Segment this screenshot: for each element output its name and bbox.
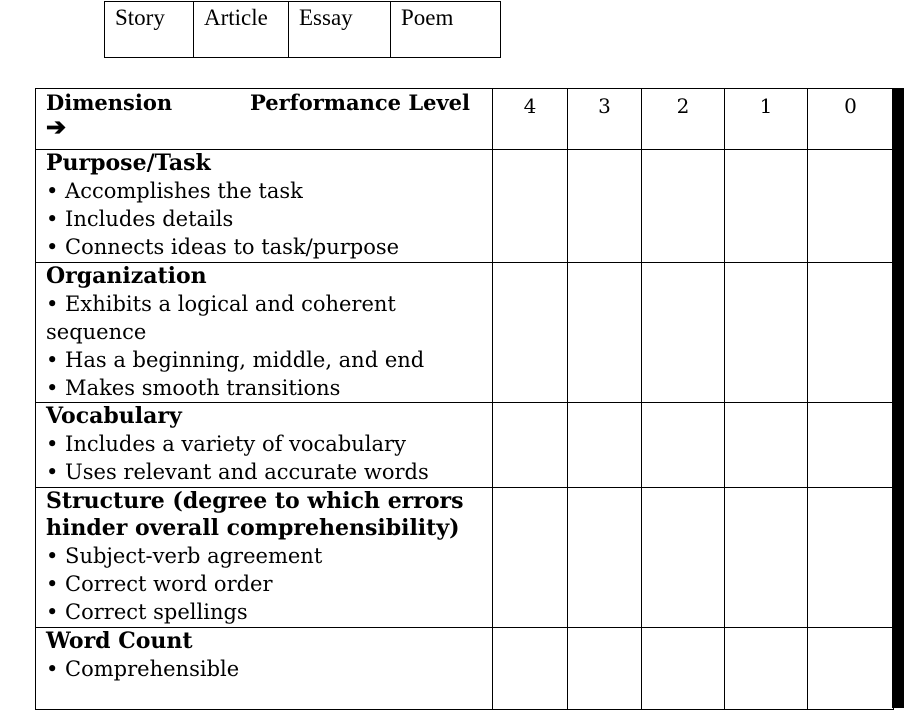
dimension-title: Organization <box>46 263 207 289</box>
genre-story[interactable]: Story <box>105 2 194 58</box>
dimension-title: Vocabulary <box>46 403 182 429</box>
rubric-row-organization <box>36 263 894 403</box>
level-4: 4 <box>493 89 568 150</box>
score-cell-4[interactable] <box>493 628 568 710</box>
score-cell-0[interactable] <box>808 263 894 403</box>
score-cell-2[interactable] <box>642 263 725 403</box>
score-cell-1[interactable] <box>725 403 808 488</box>
criterion: • Includes a variety of vocabulary <box>46 432 406 456</box>
level-2: 2 <box>642 89 725 150</box>
score-cell-3[interactable] <box>568 263 642 403</box>
level-0: 0 <box>808 89 894 150</box>
criterion: • Comprehensible <box>46 657 240 681</box>
dimension-cell <box>36 488 493 628</box>
score-cell-2[interactable] <box>642 403 725 488</box>
rubric-header-row <box>36 89 894 150</box>
dimension-cell <box>36 628 493 710</box>
genre-article[interactable]: Article <box>194 2 289 58</box>
criterion: • Makes smooth transitions <box>46 376 341 400</box>
score-cell-1[interactable] <box>725 150 808 263</box>
arrow-right-icon: ➔ <box>46 112 67 141</box>
criterion: • Has a beginning, middle, and end <box>46 348 425 372</box>
level-3: 3 <box>568 89 642 150</box>
score-cell-0[interactable] <box>808 628 894 710</box>
score-cell-2[interactable] <box>642 150 725 263</box>
dimension-cell <box>36 150 493 263</box>
genre-row <box>105 2 501 58</box>
criterion: • Uses relevant and accurate words <box>46 460 429 484</box>
genre-poem[interactable]: Poem <box>391 2 501 58</box>
score-cell-3[interactable] <box>568 628 642 710</box>
score-cell-4[interactable] <box>493 488 568 628</box>
score-cell-4[interactable] <box>493 263 568 403</box>
score-cell-1[interactable] <box>725 628 808 710</box>
genre-essay[interactable]: Essay <box>289 2 391 58</box>
dimension-title: Structure (degree to which errors hinder overall comprehensibility) <box>46 488 464 541</box>
score-cell-2[interactable] <box>642 488 725 628</box>
dimension-cell <box>36 403 493 488</box>
score-cell-2[interactable] <box>642 628 725 710</box>
dimension-title: Word Count <box>46 628 193 654</box>
score-cell-1[interactable] <box>725 263 808 403</box>
criterion: • Exhibits a logical and coherent sequence <box>46 292 396 344</box>
criterion: • Accomplishes the task <box>46 179 303 203</box>
score-cell-4[interactable] <box>493 150 568 263</box>
level-1: 1 <box>725 89 808 150</box>
rubric-row-structure <box>36 488 894 628</box>
score-cell-3[interactable] <box>568 403 642 488</box>
criterion: • Connects ideas to task/purpose <box>46 235 400 259</box>
genre-table <box>104 1 501 58</box>
criterion: • Correct word order <box>46 572 273 596</box>
criterion: • Correct spellings <box>46 600 248 624</box>
dimension-cell <box>36 263 493 403</box>
score-cell-0[interactable] <box>808 488 894 628</box>
rubric-row-purpose <box>36 150 894 263</box>
header-dimension-cell <box>36 89 493 150</box>
header-dimension: Dimension <box>46 90 173 115</box>
rubric-row-word-count <box>36 628 894 710</box>
rubric-table <box>35 88 894 710</box>
criterion: • Subject-verb agreement <box>46 544 323 568</box>
score-cell-3[interactable] <box>568 488 642 628</box>
header-performance-level: Performance Level <box>250 90 470 115</box>
score-cell-4[interactable] <box>493 403 568 488</box>
right-edge-bar <box>892 88 904 708</box>
dimension-title: Purpose/Task <box>46 150 211 176</box>
score-cell-0[interactable] <box>808 403 894 488</box>
rubric-row-vocabulary <box>36 403 894 488</box>
score-cell-3[interactable] <box>568 150 642 263</box>
criterion: • Includes details <box>46 207 234 231</box>
score-cell-0[interactable] <box>808 150 894 263</box>
score-cell-1[interactable] <box>725 488 808 628</box>
